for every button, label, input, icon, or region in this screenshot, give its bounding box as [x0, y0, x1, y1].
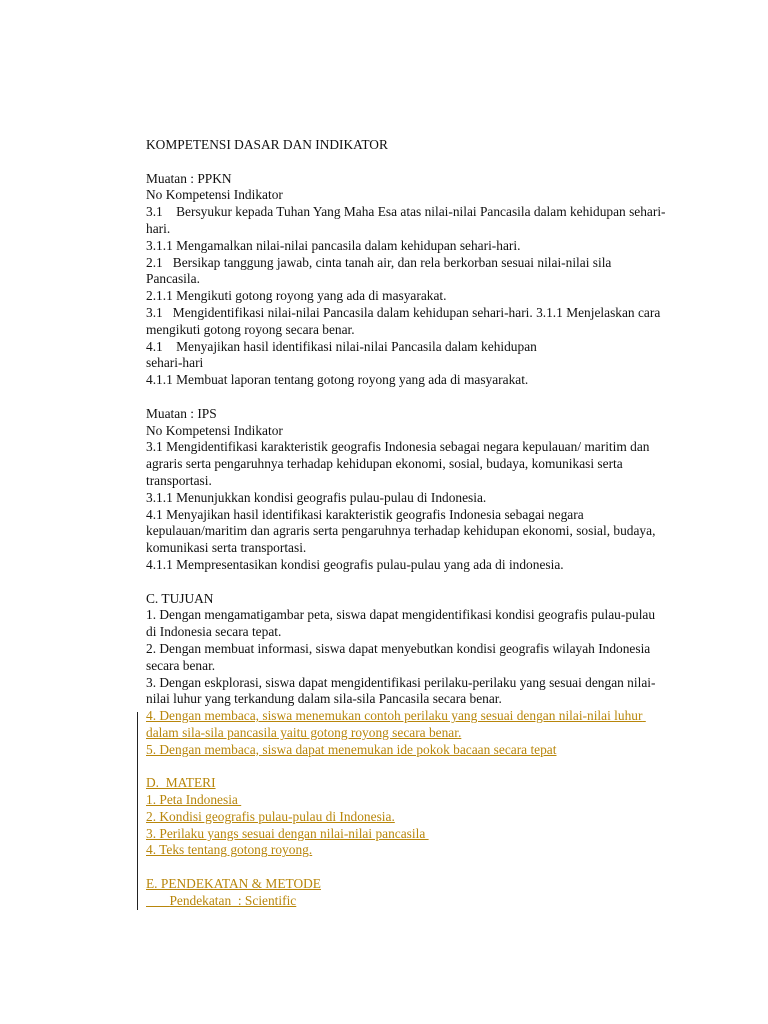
document-title: KOMPETENSI DASAR DAN INDIKATOR — [146, 137, 388, 152]
materi-heading[interactable]: D. MATERI — [146, 775, 216, 791]
materi-item[interactable]: 1. Peta Indonesia — [146, 792, 242, 808]
tujuan-item: 2. Dengan membuat informasi, siswa dapat menyebutkan kondisi geografis wilayah Indonesia secara benar. — [146, 640, 654, 673]
revision-bar — [137, 712, 138, 910]
tujuan-link-item[interactable]: 4. Dengan membaca, siswa menemukan contoh perilaku yang sesuai dengan nilai-nilai luhur dalam sila-sila pancasila yaitu gotong royong secara benar. — [146, 708, 646, 740]
pendekatan-line[interactable]: Pendekatan : Scientific — [146, 892, 297, 908]
tujuan-item: 3. Dengan eskplorasi, siswa dapat mengidentifikasi perilaku-perilaku yang sesuai dengan nilai-nilai luhur yang terkandung dalam sila-sila Pancasila secara benar. — [146, 674, 656, 707]
materi-item[interactable]: 4. Teks tentang gotong royong. — [146, 842, 313, 858]
ips-table-header: No Kompetensi Indikator — [146, 422, 283, 438]
ips-line: 4.1.1 Mempresentasikan kondisi geografis pulau-pulau yang ada di indonesia. — [146, 556, 564, 572]
ips-line: 4.1 Menyajikan hasil identifikasi karakteristik geografis Indonesia sebagai negara kepulauan/maritim dan agraris serta pengaruhnya terhadap kehidupan ekonomi, sosial, budaya, komunikasi serta transportasi. — [146, 506, 659, 556]
ips-line: 3.1.1 Menunjukkan kondisi geografis pulau-pulau di Indonesia. — [146, 489, 487, 505]
ppkn-line: 4.1 Menyajikan hasil identifikasi nilai-nilai Pancasila dalam kehidupan sehari-hari — [146, 338, 537, 371]
pendekatan-heading[interactable]: E. PENDEKATAN & METODE — [146, 876, 321, 892]
ppkn-table-header: No Kompetensi Indikator — [146, 187, 283, 203]
materi-item[interactable]: 3. Perilaku yangs sesuai dengan nilai-nilai pancasila — [146, 825, 429, 841]
ppkn-line: 2.1 Bersikap tanggung jawab, cinta tanah air, dan rela berkorban sesuai nilai-nilai sila Pancasila. — [146, 254, 615, 287]
tujuan-link-item[interactable]: 5. Dengan membaca, siswa dapat menemukan ide pokok bacaan secara tepat — [146, 741, 557, 757]
ppkn-line: 3.1 Mengidentifikasi nilai-nilai Pancasila dalam kehidupan sehari-hari. 3.1.1 Menjelaskan cara mengikuti gotong royong secara benar. — [146, 304, 664, 337]
ppkn-line: 2.1.1 Mengikuti gotong royong yang ada di masyarakat. — [146, 288, 447, 304]
ips-muatan: Muatan : IPS — [146, 405, 217, 421]
ppkn-line: 4.1.1 Membuat laporan tentang gotong royong yang ada di masyarakat. — [146, 372, 529, 388]
ips-line: 3.1 Mengidentifikasi karakteristik geografis Indonesia sebagai negara kepulauan/ maritim dan agraris serta pengaruhnya terhadap kehidupan ekonomi, sosial, budaya, komunikasi serta transportasi. — [146, 439, 653, 488]
tujuan-heading: C. TUJUAN — [146, 590, 214, 606]
document-body — [146, 137, 666, 910]
ppkn-line: 3.1 Bersyukur kepada Tuhan Yang Maha Esa atas nilai-nilai Pancasila dalam kehidupan sehari-hari. — [146, 204, 666, 236]
materi-item[interactable]: 2. Kondisi geografis pulau-pulau di Indonesia. — [146, 808, 395, 824]
ppkn-line: 3.1.1 Mengamalkan nilai-nilai pancasila dalam kehidupan sehari-hari. — [146, 237, 521, 253]
tujuan-item: 1. Dengan mengamatigambar peta, siswa dapat mengidentifikasi kondisi geografis pulau-pulau di Indonesia secara tepat. — [146, 607, 659, 640]
ppkn-muatan: Muatan : PPKN — [146, 170, 232, 186]
